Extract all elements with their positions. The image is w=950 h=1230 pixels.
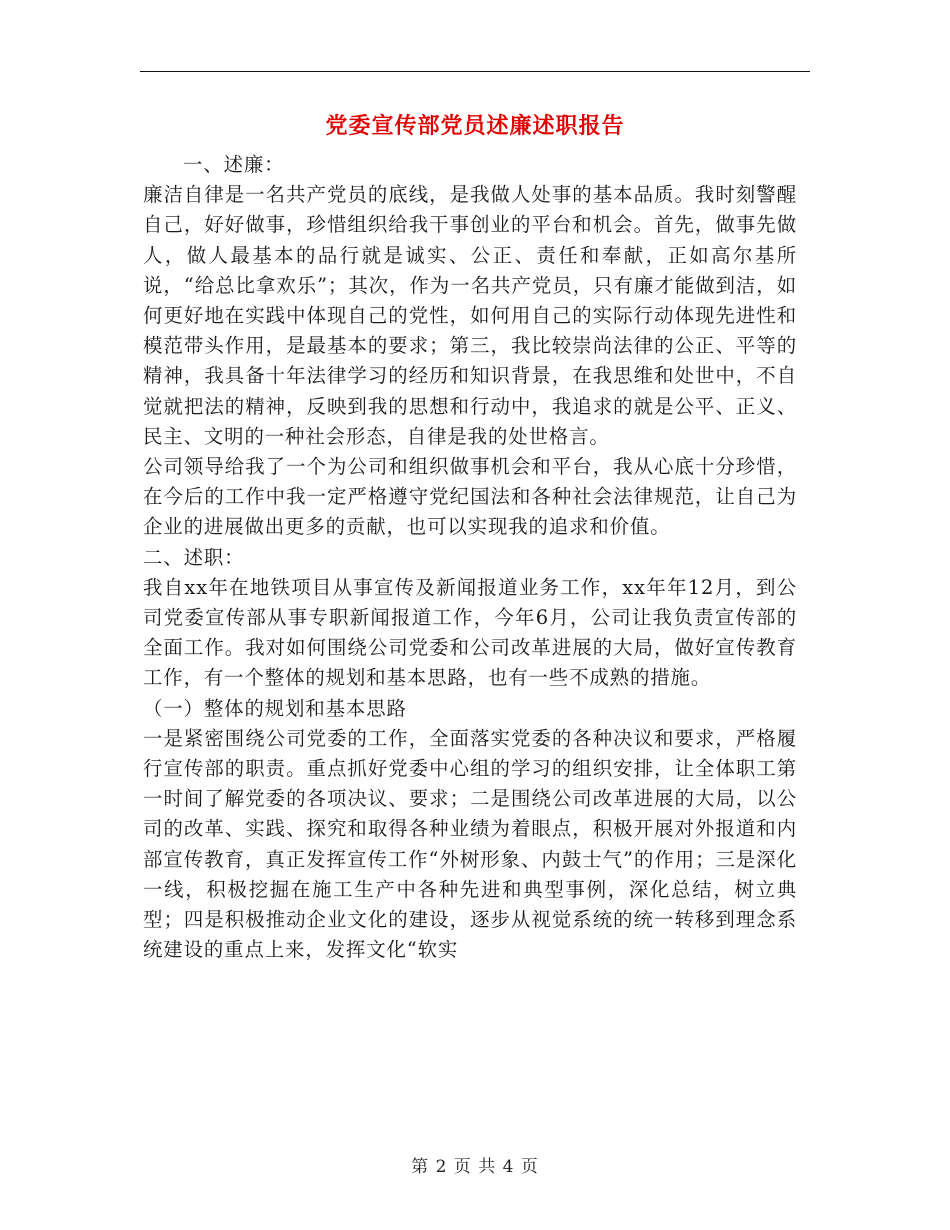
document-body — [143, 150, 797, 965]
document-title: 党委宣传部党员述廉述职报告 — [325, 113, 625, 139]
header-rule — [140, 71, 810, 72]
paragraph: 公司领导给我了一个为公司和组织做事机会和平台，我从心底十分珍惜，在今后的工作中我一定严格遵守党纪国法和各种社会法律规范，让自己为企业的进展做出更多的贡献，也可以实现我的追求和价值。 — [143, 455, 797, 539]
page-number-label: 第 2 页 共 4 页 — [411, 1157, 539, 1177]
paragraph: 我自xx年在地铁项目从事宣传及新闻报道业务工作，xx年年12月，到公司党委宣传部从事专职新闻报道工作，今年6月，公司让我负责宣传部的全面工作。我对如何围绕公司党委和公司改革进展的大局，做好宣传教育工作，有一个整体的规划和基本思路，也有一些不成熟的措施。 — [143, 575, 797, 690]
paragraph: 一是紧密围绕公司党委的工作，全面落实党委的各种决议和要求，严格履行宣传部的职责。重点抓好党委中心组的学习的组织安排，让全体职工第一时间了解党委的各项决议、要求；二是围绕公司改革进展的大局，以公司的改革、实践、探究和取得各种业绩为着眼点，积极开展对外报道和内部宣传教育，真正发挥宣传工作“外树形象、内鼓士气”的作用；三是深化一线，积极挖掘在施工生产中各种先进和典型事例，深化总结，树立典型；四是积极推动企业文化的建设，逐步从视觉系统的统一转移到理念系统建设的重点上来，发挥文化“软实 — [143, 726, 797, 962]
section-heading-duties: 二、述职： — [143, 545, 245, 569]
paragraph: 廉洁自律是一名共产党员的底线，是我做人处事的基本品质。我时刻警醒自己，好好做事，珍惜组织给我干事创业的平台和机会。首先，做事先做人，做人最基本的品行就是诚实、公正、责任和奉献，正如高尔基所说，“给总比拿欢乐”；其次，作为一名共产党员，只有廉才能做到洁，如何更好地在实践中体现自己的党性，如何用自己的实际行动体现先进性和模范带头作用，是最基本的要求；第三，我比较崇尚法律的公正、平等的精神，我具备十年法律学习的经历和知识背景，在我思维和处世中，不自觉就把法的精神，反映到我的思想和行动中，我追求的就是公平、正义、民主、文明的一种社会形态，自律是我的处世格言。 — [143, 183, 797, 448]
section-heading-integrity: 一、述廉： — [183, 153, 285, 176]
subsection-heading: （一）整体的规划和基本思路 — [143, 696, 407, 720]
page-footer — [0, 1152, 950, 1177]
